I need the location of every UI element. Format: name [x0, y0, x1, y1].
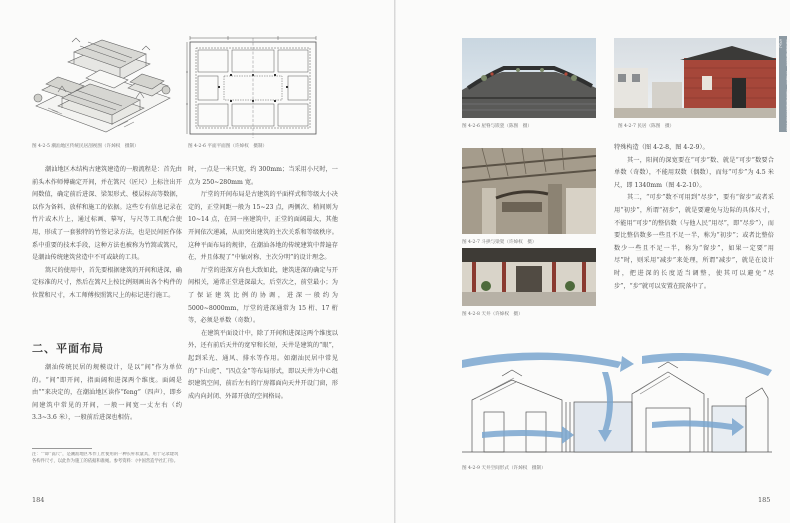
paragraph: 其二，“可步”数不可用到“尽步”，要有“留步”或者采用“初步”，所谓“初步”，就是要避免与边际的具体尺寸，不能用“可步”的整倍数（与他人民“用尽”，即“尽步”），而要比整倍数多一些且不足一半，称为“初步”；或者比整倍数少一些且不足一半，称为“留步”，如果一定要“用尽”时，则采用“减步”来处理，所谓“减步”，就是在设计时，把进深的长度适当调整，使其可以避免“尽步”，“步”就可以安置在院落中了。 — [614, 194, 774, 290]
page-number-right: 185 — [758, 496, 771, 504]
paragraph: 篙尺的使用中，首先要根据建筑的开间和进深，确定标准的尺寸，然后在篙尺上按比例刻画出各个构件的位置和尺寸，木工师傅按照篙尺上的标记进行施工。 — [32, 266, 182, 299]
photo-caption-4: 图 4-2-8 天井（许焯权 摄） — [462, 312, 523, 317]
photo-roof-ridge — [462, 38, 596, 118]
left-column-2-text — [188, 164, 338, 480]
photo-courtyard — [462, 248, 596, 306]
paragraph: 时，一点是一米只宽，约 300mm；当采用小尺时，一点为 250~280mm 宽。 — [188, 166, 338, 186]
section-heading: 二、平面布局 — [32, 342, 104, 355]
footnote: 注：“”即“篙尺”，是潮汕地区木作工匠使用的一种长杆状量具，用于记录建筑各构件尺寸，以此作为施工的依据和准绳。参考资料：《中国营造学社汇刊》。 — [32, 452, 179, 464]
photo-caption-1: 图 4-2-6 屋脊与嵌瓷（陈图 摄） — [462, 124, 532, 129]
paragraph: 在建筑平面设计中，除了开间和进深这两个维度以外，还有前后天井的宽窄和长短，天井是建筑的“眼”，起到采光、通风、排水等作用。如潮汕民居中常见的“下山虎”、“四点金”等布局形式，即以天井为中心组织建筑空间，前后左右的厅房都面向天井开设门窗，形成内向封闭、外部开放的空间格局。 — [188, 329, 338, 400]
paragraph: 其一，阳间的深宽要在“可步”数、就是“可步”数要合单数（奇数），不能用双数（偶数），而每“可步”为 4.5 米尺，即 1340mm（图 4-2-10）。 — [614, 156, 774, 189]
paragraph: 潮汕地区木结构古建筑建造的一般流程是：首先由前头木作师傅确定开间，并在篙尺（匠尺）上标注出开间数值，确定前后进深、梁架形式、楼层标高等数据，以作为备料、放样和施工的依据。这些专有信息记录在竹片或木片上，通过标画、摹写，与尺等工具配合使用，形成了一套独特的竹签记录方法，也是民间匠作体系中重要的技术手段，这种方法也被称为竹篙或篙尺，是潮汕传统建筑营造中不可或缺的工具。 — [32, 166, 182, 262]
figure-caption-1: 图 4-2-5 潮汕地区传统民居剖视图（许焯权 摄制） — [32, 144, 139, 149]
page-number-left: 184 — [32, 496, 45, 504]
left-page — [0, 0, 394, 523]
paragraph: 厅堂的开间布局是古建筑的平面样式和等级大小决定的，正堂间距一般为 15~23 点，两侧次、稍间则为 10~14 点，在同一座建筑中，正堂的面阔最大，其他开间依次递减，从而突出建筑的主次关系和等级秩序。这种平面布局的规律，在潮汕各地的传统建筑中普遍存在，并且体现了“中轴对称、主次分明”的设计理念。 — [188, 191, 338, 262]
chapter-side-tab: 潮汕传统建筑 第四章 潮汕传统建筑的营造技艺 — [779, 36, 787, 132]
paragraph: 特殊构造（图 4-2-8，图 4-2-9）。 — [614, 144, 709, 151]
photo-house-street — [614, 38, 776, 118]
diagram-caption: 图 4-2-9 天井空间形式（许焯权 摄制） — [462, 466, 546, 471]
paragraph: 潮汕传统民居的规模设计，是以“间”作为单位的。“间”即开间，指面阔和进深两个维度。面阔是由“”来决定的，在潮汕地区读作“feng”（四声），即乡间建筑中常见的开间，一般一间宽一丈左右（约 3.3~3.6 米），一般前后进深也相仿。 — [32, 364, 182, 422]
photo-caption-3: 图 4-2-7 斗拱与梁架（许焯权 摄） — [462, 240, 537, 245]
right-column-text — [614, 142, 774, 334]
airflow-section-diagram — [462, 342, 772, 462]
footnote-rule — [32, 448, 92, 449]
left-column-1-text — [32, 164, 182, 316]
right-page — [396, 0, 790, 523]
floor-plan-drawing — [186, 34, 320, 140]
photo-caption-2: 图 4-2-7 民居（陈图 摄） — [618, 124, 675, 129]
figure-caption-2: 图 4-2-6 平面平面图（许焯权 摄制） — [188, 144, 268, 149]
photo-bracket-beam — [462, 148, 596, 234]
left-column-1-text-after — [32, 362, 182, 430]
isometric-house-drawing — [28, 28, 176, 138]
paragraph: 厅堂的进深方向也大致如此，建筑进深的确定与开间相关，通常正堂进深最大，后堂次之，前堂最小；为了保证建筑比例的协调，进深一般约为 5000~8000mm，厅堂的进深通常为 15 桁、17 桁等，必须是单数（奇数）。 — [188, 266, 338, 325]
